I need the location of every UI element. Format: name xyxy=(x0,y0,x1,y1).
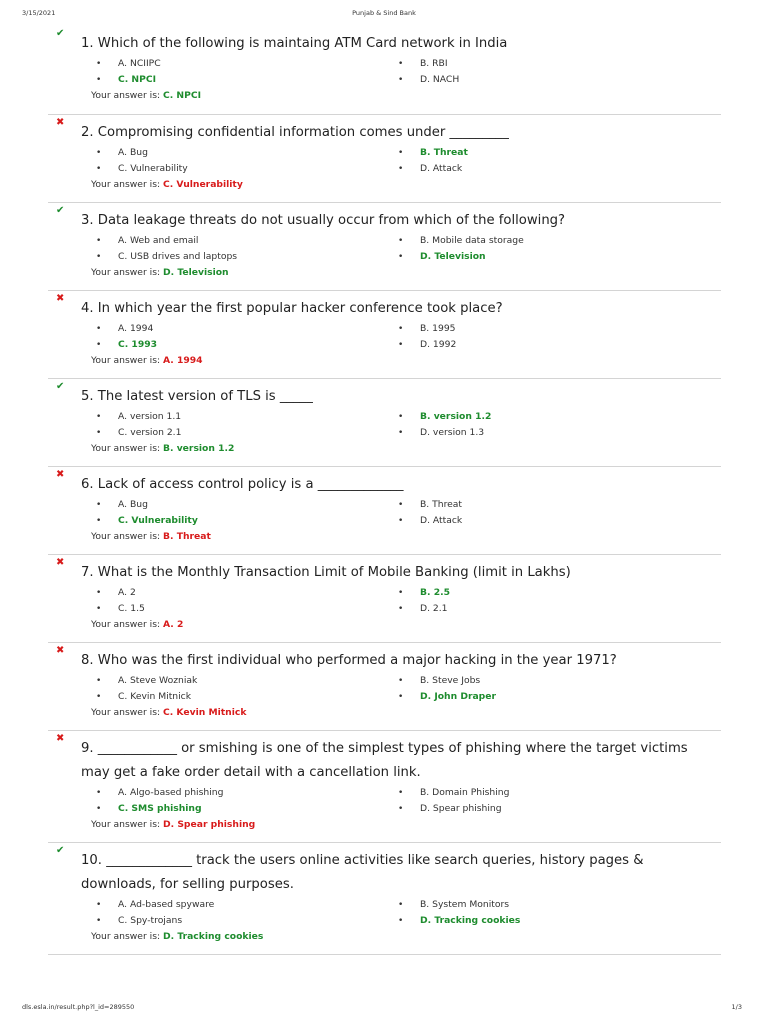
bullet-icon: • xyxy=(96,412,102,422)
question-body: Which of the following is maintaing ATM Card network in India xyxy=(97,36,508,51)
your-answer xyxy=(91,618,183,632)
question-body: Lack of access control policy is a _____________ xyxy=(97,477,404,492)
page-number: 1/3 xyxy=(731,1003,742,1011)
bullet-icon: • xyxy=(96,75,102,85)
question-number: 3. xyxy=(81,213,94,228)
check-icon: ✔ xyxy=(56,205,65,216)
your-answer-value: D. Spear phishing xyxy=(163,819,256,830)
question-text xyxy=(81,121,711,145)
option-label: A. NCIIPC xyxy=(118,58,161,69)
question-item xyxy=(48,843,721,955)
option-label: C. 1.5 xyxy=(118,603,145,614)
option-label: B. Steve Jobs xyxy=(420,675,481,686)
your-answer-label: Your answer is: xyxy=(91,619,163,630)
option-label: C. 1993 xyxy=(118,339,158,350)
question-text xyxy=(81,297,711,321)
your-answer-label: Your answer is: xyxy=(91,179,163,190)
bullet-icon: • xyxy=(398,428,404,438)
bullet-icon: • xyxy=(96,164,102,174)
your-answer-value: C. Kevin Mitnick xyxy=(163,707,247,718)
bullet-icon: • xyxy=(398,164,404,174)
your-answer xyxy=(91,266,229,280)
bullet-icon: • xyxy=(398,692,404,702)
question-text xyxy=(81,561,711,585)
page-url: dls.esla.in/result.php?l_id=289550 xyxy=(22,1003,135,1011)
divider xyxy=(48,954,721,955)
your-answer-label: Your answer is: xyxy=(91,267,163,278)
bullet-icon: • xyxy=(398,75,404,85)
question-item xyxy=(48,467,721,555)
your-answer xyxy=(91,706,246,720)
question-body: Data leakage threats do not usually occur from which of the following? xyxy=(97,213,566,228)
bullet-icon: • xyxy=(398,788,404,798)
question-item xyxy=(48,291,721,379)
option-label: C. version 2.1 xyxy=(118,427,182,438)
bullet-icon: • xyxy=(398,500,404,510)
your-answer xyxy=(91,818,255,832)
cross-icon: ✖ xyxy=(56,117,65,128)
question-body: Compromising confidential information comes under _________ xyxy=(97,125,509,140)
question-number: 8. xyxy=(81,653,94,668)
option-label: B. Domain Phishing xyxy=(420,787,510,798)
bullet-icon: • xyxy=(398,148,404,158)
your-answer-label: Your answer is: xyxy=(91,819,163,830)
bullet-icon: • xyxy=(398,252,404,262)
bullet-icon: • xyxy=(96,252,102,262)
bullet-icon: • xyxy=(398,412,404,422)
question-item xyxy=(48,555,721,643)
bullet-icon: • xyxy=(398,804,404,814)
your-answer xyxy=(91,354,203,368)
option-label: D. Attack xyxy=(420,163,463,174)
bullet-icon: • xyxy=(96,59,102,69)
question-body: Who was the first individual who performed a major hacking in the year 1971? xyxy=(97,653,617,668)
option-label: B. 1995 xyxy=(420,323,456,334)
option-label: A. 1994 xyxy=(118,323,154,334)
bullet-icon: • xyxy=(398,236,404,246)
your-answer xyxy=(91,178,243,192)
bullet-icon: • xyxy=(96,676,102,686)
option-label: C. Spy-trojans xyxy=(118,915,183,926)
your-answer-value: D. Tracking cookies xyxy=(163,931,264,942)
option-label: D. John Draper xyxy=(420,691,497,702)
option-label: B. Threat xyxy=(420,499,463,510)
print-date: 3/15/2021 xyxy=(22,9,56,17)
option-label: A. 2 xyxy=(118,587,136,598)
bullet-icon: • xyxy=(398,676,404,686)
question-body: What is the Monthly Transaction Limit of Mobile Banking (limit in Lakhs) xyxy=(97,565,571,580)
your-answer-value: A. 1994 xyxy=(163,355,203,366)
bullet-icon: • xyxy=(96,788,102,798)
your-answer-label: Your answer is: xyxy=(91,90,163,101)
your-answer-value: D. Television xyxy=(163,267,229,278)
your-answer-label: Your answer is: xyxy=(91,931,163,942)
bullet-icon: • xyxy=(96,604,102,614)
bullet-icon: • xyxy=(96,804,102,814)
your-answer-value: A. 2 xyxy=(163,619,184,630)
bullet-icon: • xyxy=(96,236,102,246)
question-text xyxy=(81,385,711,409)
option-label: A. version 1.1 xyxy=(118,411,182,422)
option-label: C. Kevin Mitnick xyxy=(118,691,192,702)
option-label: C. Vulnerability xyxy=(118,515,198,526)
bullet-icon: • xyxy=(96,692,102,702)
question-number: 6. xyxy=(81,477,94,492)
cross-icon: ✖ xyxy=(56,645,65,656)
bullet-icon: • xyxy=(398,588,404,598)
question-text xyxy=(81,209,711,233)
cross-icon: ✖ xyxy=(56,469,65,480)
option-label: A. Bug xyxy=(118,499,148,510)
question-text xyxy=(81,649,711,673)
question-number: 2. xyxy=(81,125,94,140)
cross-icon: ✖ xyxy=(56,557,65,568)
question-text xyxy=(81,32,711,56)
bullet-icon: • xyxy=(96,324,102,334)
question-number: 5. xyxy=(81,389,94,404)
bullet-icon: • xyxy=(96,516,102,526)
cross-icon: ✖ xyxy=(56,293,65,304)
option-label: B. 2.5 xyxy=(420,587,450,598)
option-label: B. Mobile data storage xyxy=(420,235,524,246)
option-label: A. Ad-based spyware xyxy=(118,899,215,910)
your-answer-label: Your answer is: xyxy=(91,707,163,718)
bullet-icon: • xyxy=(96,500,102,510)
your-answer-value: B. Threat xyxy=(163,531,211,542)
bullet-icon: • xyxy=(398,604,404,614)
option-label: A. Steve Wozniak xyxy=(118,675,198,686)
check-icon: ✔ xyxy=(56,381,65,392)
bullet-icon: • xyxy=(96,900,102,910)
question-item xyxy=(48,115,721,203)
question-item xyxy=(48,643,721,731)
check-icon: ✔ xyxy=(56,845,65,856)
question-number: 7. xyxy=(81,565,94,580)
option-label: A. Bug xyxy=(118,147,148,158)
question-body: _____________ track the users online activities like search queries, history pages & downloads, for selling purposes. xyxy=(81,853,644,892)
option-label: B. Threat xyxy=(420,147,468,158)
question-number: 10. xyxy=(81,853,102,868)
option-label: C. SMS phishing xyxy=(118,803,202,814)
option-label: D. Tracking cookies xyxy=(420,915,521,926)
your-answer xyxy=(91,930,263,944)
bullet-icon: • xyxy=(398,324,404,334)
your-answer xyxy=(91,442,234,456)
bullet-icon: • xyxy=(96,148,102,158)
your-answer-label: Your answer is: xyxy=(91,355,163,366)
your-answer-label: Your answer is: xyxy=(91,443,163,454)
question-body: In which year the first popular hacker conference took place? xyxy=(97,301,503,316)
bullet-icon: • xyxy=(398,900,404,910)
question-item xyxy=(48,731,721,843)
your-answer xyxy=(91,530,211,544)
option-label: D. version 1.3 xyxy=(420,427,485,438)
option-label: A. Web and email xyxy=(118,235,199,246)
question-number: 4. xyxy=(81,301,94,316)
bullet-icon: • xyxy=(398,340,404,350)
option-label: D. 2.1 xyxy=(420,603,448,614)
option-label: A. Algo-based phishing xyxy=(118,787,224,798)
option-label: D. 1992 xyxy=(420,339,457,350)
your-answer-label: Your answer is: xyxy=(91,531,163,542)
question-item xyxy=(48,26,721,115)
bullet-icon: • xyxy=(398,59,404,69)
bullet-icon: • xyxy=(398,516,404,526)
question-number: 1. xyxy=(81,36,94,51)
option-label: B. version 1.2 xyxy=(420,411,492,422)
cross-icon: ✖ xyxy=(56,733,65,744)
question-item xyxy=(48,379,721,467)
your-answer-value: B. version 1.2 xyxy=(163,443,235,454)
your-answer-value: C. Vulnerability xyxy=(163,179,243,190)
bullet-icon: • xyxy=(398,916,404,926)
check-icon: ✔ xyxy=(56,28,65,39)
question-body: The latest version of TLS is _____ xyxy=(97,389,313,404)
your-answer xyxy=(91,89,201,103)
option-label: C. NPCI xyxy=(118,74,157,85)
bullet-icon: • xyxy=(96,916,102,926)
option-label: D. NACH xyxy=(420,74,460,85)
question-item xyxy=(48,203,721,291)
bullet-icon: • xyxy=(96,588,102,598)
question-number: 9. xyxy=(81,741,94,756)
page-header xyxy=(22,9,746,19)
question-text xyxy=(81,473,711,497)
option-label: D. Television xyxy=(420,251,486,262)
page-title: Punjab & Sind Bank xyxy=(352,9,416,17)
bullet-icon: • xyxy=(96,340,102,350)
option-label: B. RBI xyxy=(420,58,448,69)
bullet-icon: • xyxy=(96,428,102,438)
your-answer-value: C. NPCI xyxy=(163,90,202,101)
question-text xyxy=(81,737,711,785)
option-label: D. Spear phishing xyxy=(420,803,502,814)
option-label: C. Vulnerability xyxy=(118,163,188,174)
option-label: B. System Monitors xyxy=(420,899,510,910)
option-label: D. Attack xyxy=(420,515,463,526)
question-body: ____________ or smishing is one of the simplest types of phishing where the target victims may get a fake order detail with a cancellation link. xyxy=(81,741,688,780)
question-text xyxy=(81,849,711,897)
option-label: C. USB drives and laptops xyxy=(118,251,238,262)
